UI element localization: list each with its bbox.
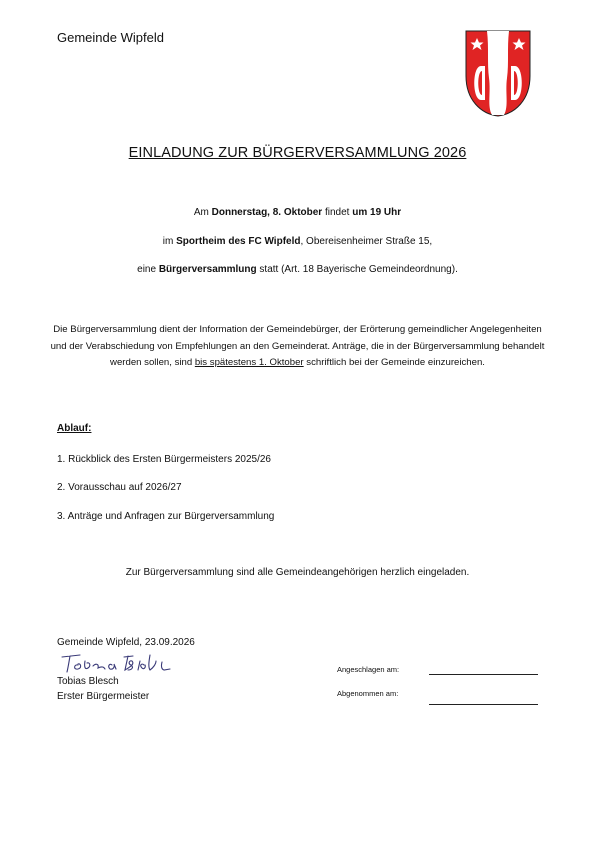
signatory-name: Tobias Blesch: [57, 676, 119, 687]
place-date: Gemeinde Wipfeld, 23.09.2026: [57, 637, 195, 648]
legal-prefix: eine: [137, 264, 159, 275]
invitation-text: Zur Bürgerversammlung sind alle Gemeindeangehörigen herzlich eingeladen.: [125, 567, 470, 578]
venue-line: [0, 236, 595, 247]
venue-prefix: im: [162, 236, 177, 247]
event-date: Donnerstag, 8. Oktober: [211, 207, 323, 218]
legal-line: [0, 264, 595, 275]
event-time: um 19 Uhr: [352, 207, 402, 218]
agenda-heading: Ablauf:: [57, 423, 92, 434]
intro-text-1: Die Bürgerversammlung dient der Information der Gemeindebürger, der Erörterung gemeindlicher Angelegenheiten und der Verabschiedung von Empfehlungen an den Gemeinderat. Anträge, die in der Bürgerversammlung behandelt werden sollen, sind: [50, 324, 545, 368]
signatory-role: Erster Bürgermeister: [57, 691, 150, 702]
intro-paragraph: [50, 322, 545, 372]
signature-icon: [58, 650, 176, 676]
posted-date-line: [429, 674, 538, 675]
intro-text-2: schriftlich bei der Gemeinde einzureichen.: [303, 357, 485, 368]
agenda-item: 2. Vorausschau auf 2026/27: [57, 482, 182, 493]
removed-label: Abgenommen am:: [337, 689, 399, 698]
venue-address: , Obereisenheimer Straße 15,: [300, 236, 433, 247]
document-title: EINLADUNG ZUR BÜRGERVERSAMMLUNG 2026: [128, 145, 467, 161]
date-mid: findet: [322, 207, 353, 218]
event-type: Bürgerversammlung: [158, 264, 257, 275]
date-prefix: Am: [193, 207, 212, 218]
agenda-item: 1. Rückblick des Ersten Bürgermeisters 2025/26: [57, 454, 271, 465]
municipality-name: Gemeinde Wipfeld: [57, 30, 164, 45]
legal-reference: statt (Art. 18 Bayerische Gemeindeordnung).: [256, 264, 458, 275]
venue-name: Sportheim des FC Wipfeld: [176, 236, 301, 247]
municipal-crest-icon: [463, 28, 533, 118]
posted-label: Angeschlagen am:: [337, 665, 400, 674]
date-line: [0, 207, 595, 218]
agenda-item: 3. Anträge und Anfragen zur Bürgerversammlung: [57, 511, 275, 522]
deadline: bis spätestens 1. Oktober: [194, 357, 304, 368]
removed-date-line: [429, 704, 538, 705]
